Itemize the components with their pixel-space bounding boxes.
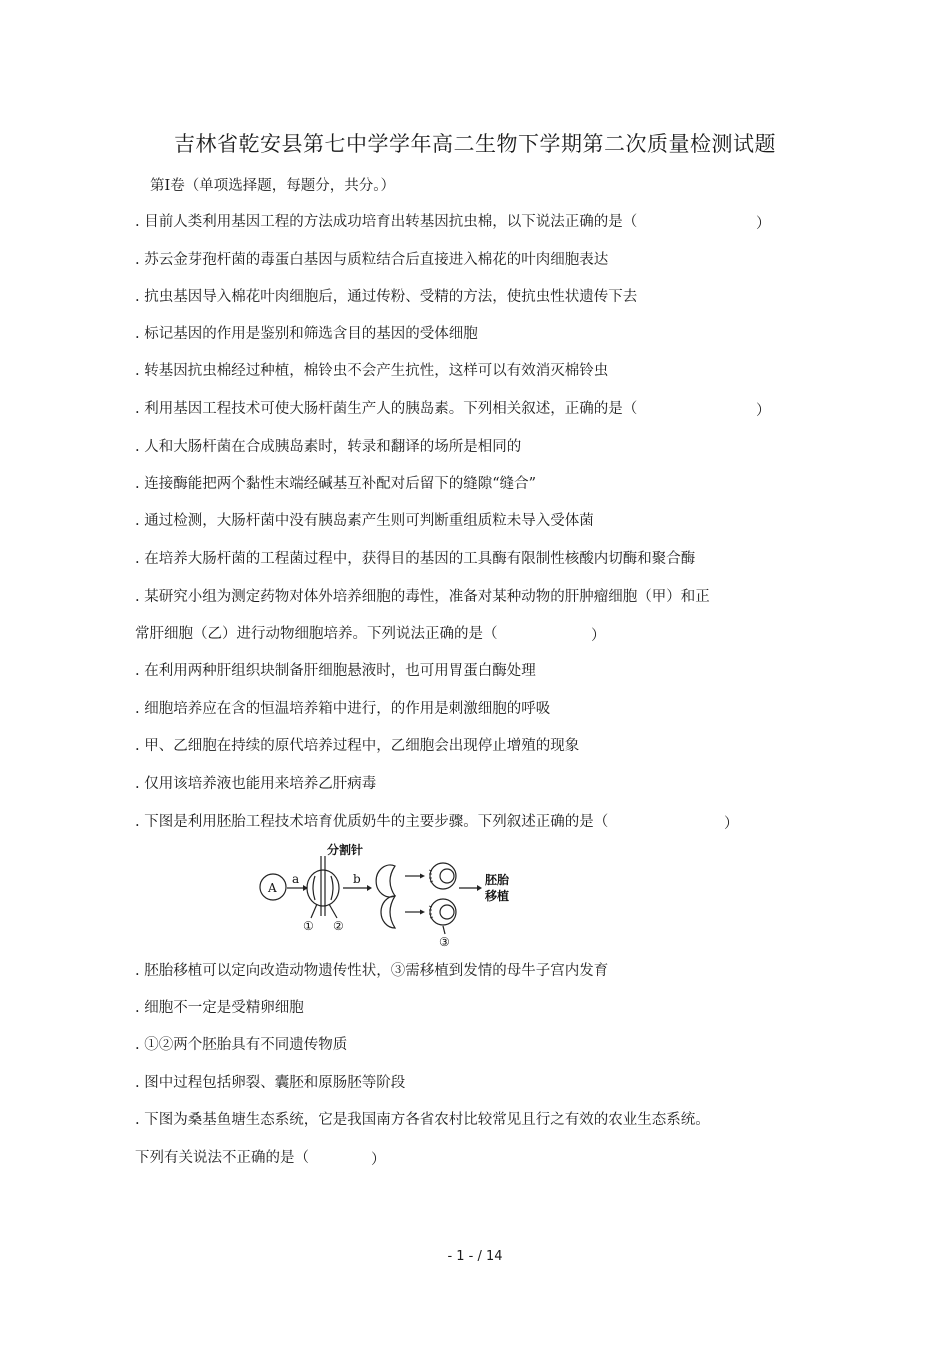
figure-leader-1 [311, 904, 317, 918]
question-2-paren: ） [756, 403, 771, 419]
figure-label-transfer-2: 移植 [485, 889, 510, 903]
figure-half-embryo-top [376, 865, 395, 897]
question-3-option-a: . 在利用两种肝组织块制备肝细胞悬液时，也可用胃蛋白酶处理 [135, 663, 536, 679]
question-1-option-c: . 标记基因的作用是鉴别和筛选含目的基因的受体细胞 [135, 326, 478, 342]
question-4-option-c: . ①②两个胚胎具有不同遗传物质 [135, 1037, 348, 1053]
question-4-option-d: . 图中过程包括卵裂、囊胚和原肠胚等阶段 [135, 1075, 406, 1091]
section-heading: 第Ⅰ卷（单项选择题，每题分，共分。） [150, 178, 395, 194]
question-5-stem: . 下图为桑基鱼塘生态系统，它是我国南方各省农村比较常见且行之有效的农业生态系统。 [135, 1112, 710, 1128]
figure-label-a-circle: A [268, 881, 277, 895]
question-5-paren: ） [371, 1152, 386, 1168]
question-3-stem: . 某研究小组为测定药物对体外培养细胞的毒性，准备对某种动物的肝肿瘤细胞（甲）和正 [135, 589, 710, 605]
question-4-paren: ） [724, 816, 739, 832]
question-3-stem-line2: 常肝细胞（乙）进行动物细胞培养。下列说法正确的是（ [135, 626, 498, 642]
question-1-option-b: . 抗虫基因导入棉花叶肉细胞后，通过传粉、受精的方法，使抗虫性状遗传下去 [135, 289, 638, 305]
question-4-option-b: . 细胞不一定是受精卵细胞 [135, 1000, 304, 1016]
question-2-option-c: . 通过检测，大肠杆菌中没有胰岛素产生则可判断重组质粒未导入受体菌 [135, 513, 594, 529]
page-number: - 1 - / 14 [447, 1249, 503, 1264]
question-2-stem: . 利用基因工程技术可使大肠杆菌生产人的胰岛素。下列相关叙述，正确的是（ [135, 401, 638, 417]
question-4-stem: . 下图是利用胚胎工程技术培育优质奶牛的主要步骤。下列叙述正确的是（ [135, 814, 609, 830]
question-1-paren: ） [756, 216, 771, 232]
figure-embryo-bottom [430, 899, 456, 925]
figure-label-needle: 分割针 [327, 843, 364, 857]
figure-inner-mass-right [331, 876, 333, 900]
question-1-stem: . 目前人类利用基因工程的方法成功培育出转基因抗虫棉，以下说法正确的是（ [135, 214, 638, 230]
question-2-option-b: . 连接酶能把两个黏性末端经碱基互补配对后留下的缝隙“缝合” [135, 476, 537, 492]
question-3-option-c: . 甲、乙细胞在持续的原代培养过程中，乙细胞会出现停止增殖的现象 [135, 738, 580, 754]
question-2-option-a: . 人和大肠杆菌在合成胰岛素时，转录和翻译的场所是相同的 [135, 439, 522, 455]
page-title: 吉林省乾安县第七中学学年高二生物下学期第二次质量检测试题 [174, 132, 776, 156]
question-1-option-d: . 转基因抗虫棉经过种植，棉铃虫不会产生抗性，这样可以有效消灭棉铃虫 [135, 363, 609, 379]
figure-blastocyst [307, 870, 339, 906]
figure-label-b: b [353, 872, 361, 886]
figure-leader-3 [443, 926, 445, 934]
question-4-option-a: . 胚胎移植可以定向改造动物遗传性状，③需移植到发情的母牛子宫内发育 [135, 963, 609, 979]
figure-label-1: ① [303, 919, 314, 933]
figure-label-transfer-1: 胚胎 [485, 873, 510, 887]
embryo-splitting-figure [255, 838, 525, 950]
question-3-paren: ） [591, 628, 606, 644]
figure-label-a: a [292, 872, 300, 886]
figure-label-3: ③ [439, 935, 450, 949]
question-1-option-a: . 苏云金芽孢杆菌的毒蛋白基因与质粒结合后直接进入棉花的叶肉细胞表达 [135, 252, 609, 268]
figure-leader-2 [329, 904, 337, 918]
question-3-option-d: . 仅用该培养液也能用来培养乙肝病毒 [135, 776, 377, 792]
figure-inner-mass-left [313, 876, 315, 900]
figure-embryo-top [430, 863, 456, 889]
figure-half-embryo-bottom [381, 896, 395, 928]
figure-label-2: ② [333, 919, 344, 933]
question-3-option-b: . 细胞培养应在含的恒温培养箱中进行，的作用是刺激细胞的呼吸 [135, 701, 551, 717]
question-2-option-d: . 在培养大肠杆菌的工程菌过程中，获得目的基因的工具酶有限制性核酸内切酶和聚合酶 [135, 551, 696, 567]
question-5-stem-line2: 下列有关说法不正确的是（ [135, 1150, 309, 1166]
